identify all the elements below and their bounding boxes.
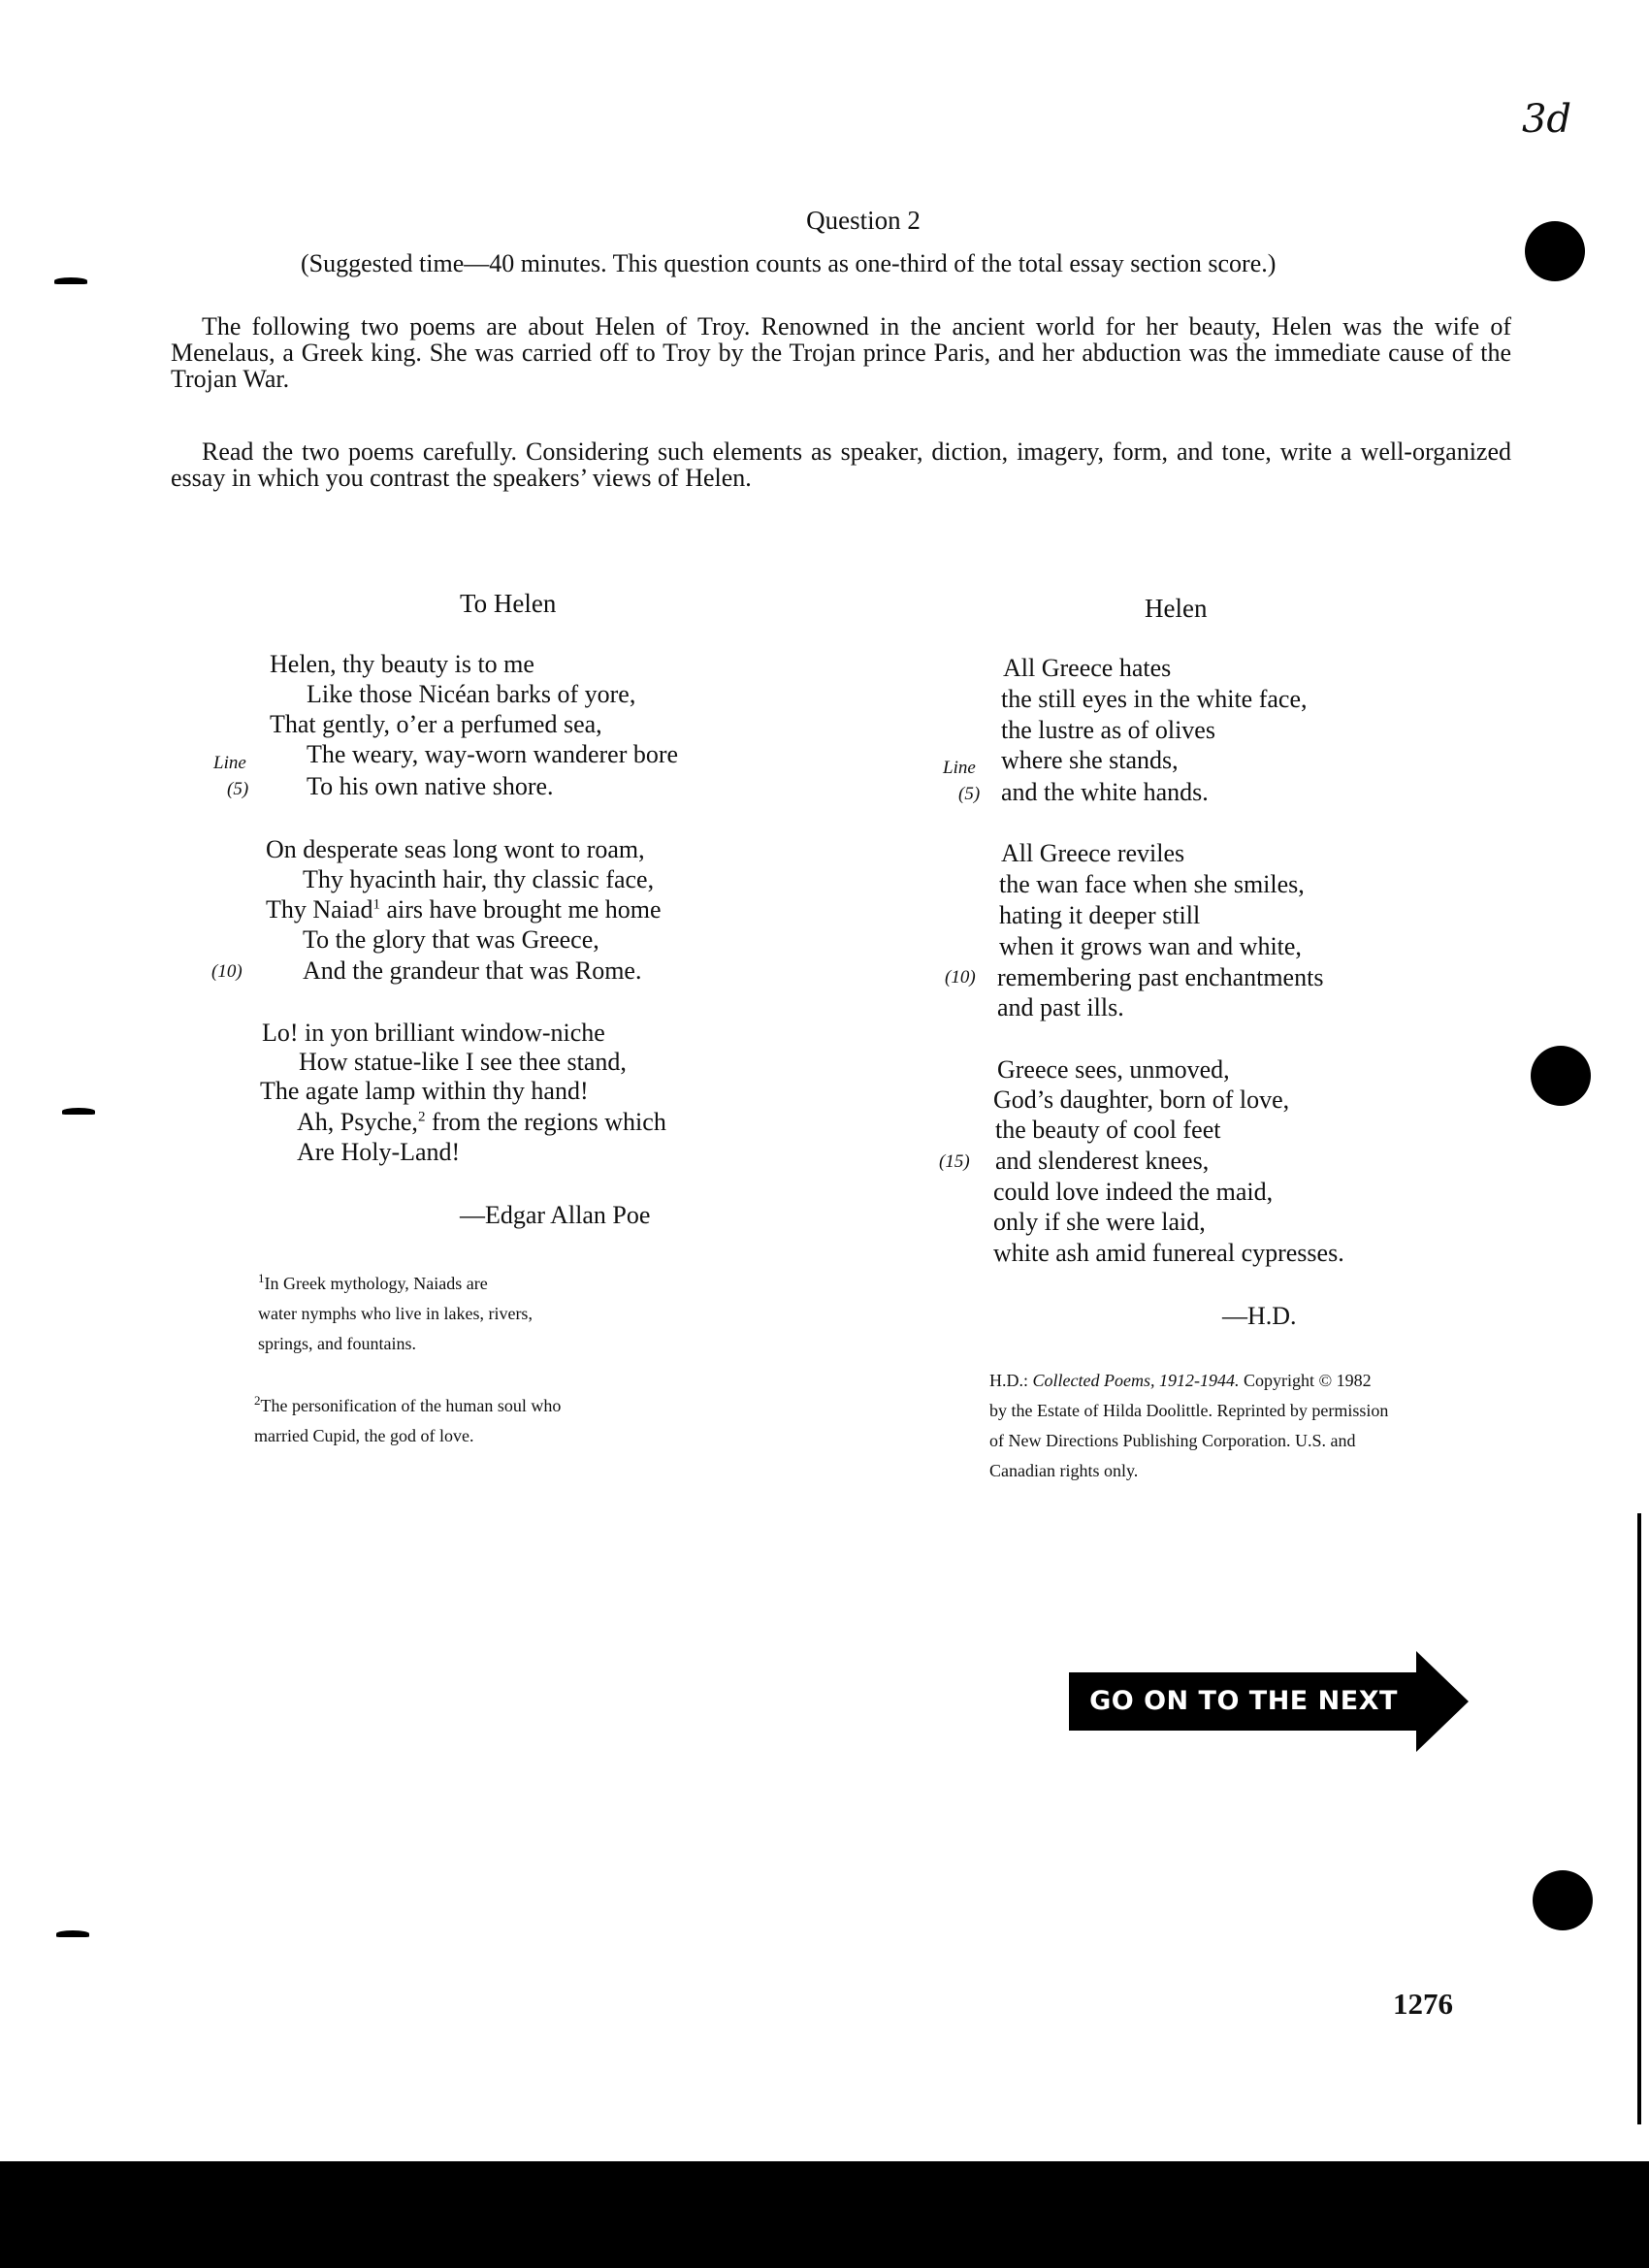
poem-line: The agate lamp within thy hand! bbox=[260, 1077, 589, 1105]
line-label: Line bbox=[943, 758, 976, 778]
question-title: Question 2 bbox=[806, 206, 921, 235]
handwritten-page-mark: 3d bbox=[1521, 97, 1571, 142]
poem-title-to-helen: To Helen bbox=[460, 589, 557, 618]
footnote-ref-2: 2 bbox=[417, 1109, 426, 1125]
poem-line: and the white hands. bbox=[1001, 778, 1209, 806]
margin-mark-middle bbox=[62, 1108, 95, 1115]
poem-line: the beauty of cool feet bbox=[995, 1116, 1221, 1144]
line-number-5: (5) bbox=[227, 779, 249, 799]
poem-line: white ash amid funereal cypresses. bbox=[993, 1239, 1344, 1267]
poem-line: The weary, way-worn wanderer bore bbox=[307, 740, 679, 768]
line-number-15: (15) bbox=[939, 1151, 970, 1172]
poem-line: Helen, thy beauty is to me bbox=[270, 650, 534, 678]
poem-line: God’s daughter, born of love, bbox=[993, 1085, 1290, 1114]
footnote-ref-1: 1 bbox=[372, 896, 380, 913]
suggested-time-note: (Suggested time—40 minutes. This question counts as one-third of the total essay section score.) bbox=[301, 249, 1277, 277]
poem-line: where she stands, bbox=[1001, 746, 1179, 774]
arrow-right-icon bbox=[1416, 1651, 1469, 1752]
line-label: Line bbox=[213, 753, 246, 773]
poem-line: Thy Naiad$^1$ airs have brought me home bbox=[266, 895, 662, 923]
poem-line: On desperate seas long wont to roam, bbox=[266, 835, 645, 863]
poem-line: when it grows wan and white, bbox=[999, 932, 1302, 960]
poem-author-poe: —Edgar Allan Poe bbox=[460, 1201, 651, 1229]
go-to-next-page-button[interactable] bbox=[1069, 1651, 1472, 1774]
next-page-label: GO ON TO THE NEXT PAGE bbox=[1069, 1672, 1418, 1731]
poem-line: only if she were laid, bbox=[993, 1208, 1206, 1236]
punch-hole-middle bbox=[1531, 1046, 1591, 1106]
poem-line: hating it deeper still bbox=[999, 901, 1201, 929]
poem-line: Ah, Psyche,$^2$ from the regions which bbox=[297, 1108, 666, 1136]
footnote-mark-1: 1 bbox=[258, 1271, 265, 1285]
poem-line: To his own native shore. bbox=[307, 772, 554, 800]
poem-line: Lo! in yon brilliant window-niche bbox=[262, 1019, 605, 1047]
instruction-paragraph: Read the two poems carefully. Considering such elements as speaker, diction, imagery, form, and tone, write a well-organized essay in which you contrast the speakers’ views of Helen. bbox=[171, 437, 1511, 492]
poem-line: and slenderest knees, bbox=[995, 1147, 1210, 1175]
margin-mark-top bbox=[54, 277, 87, 284]
poem-line: the lustre as of olives bbox=[1001, 716, 1215, 744]
poem-line: How statue-like I see thee stand, bbox=[299, 1048, 627, 1076]
scan-bottom-band bbox=[0, 2161, 1649, 2268]
footnote-1: $^1$In Greek mythology, Naiads are water nymphs who live in lakes, rivers, springs, and fountains. bbox=[258, 1271, 533, 1353]
intro-paragraph: The following two poems are about Helen of Troy. Renowned in the ancient world for her beauty, Helen was the wife of Menelaus, a Greek king. She was carried off to Troy by the Trojan prince Paris, and her abduction was the immediate cause of the Trojan War. bbox=[171, 312, 1511, 393]
poem-author-hd: —H.D. bbox=[1222, 1302, 1297, 1330]
poem-line: To the glory that was Greece, bbox=[303, 925, 599, 954]
poem-line: Like those Nicéan barks of yore, bbox=[307, 680, 636, 708]
copyright-credit: H.D.: Collected Poems, 1912-1944. Copyright © 1982 by the Estate of Hilda Doolittle. Reprinted by permission of New Directions Publishing Corporation. U.S. and Canadian rights only. bbox=[989, 1371, 1389, 1480]
poem-line: All Greece reviles bbox=[1001, 839, 1185, 867]
footnote-mark-2: 2 bbox=[254, 1393, 261, 1408]
poem-line: the wan face when she smiles, bbox=[999, 870, 1305, 898]
poem-line: remembering past enchantments bbox=[997, 963, 1324, 991]
punch-hole-bottom bbox=[1533, 1870, 1593, 1930]
scan-edge-line bbox=[1637, 1513, 1641, 2124]
line-number-5: (5) bbox=[958, 784, 981, 804]
poem-line: the still eyes in the white face, bbox=[1001, 685, 1308, 713]
line-number-10: (10) bbox=[211, 961, 242, 982]
poem-line: Are Holy-Land! bbox=[297, 1138, 461, 1166]
poem-title-helen: Helen bbox=[1145, 594, 1208, 623]
poem-line: And the grandeur that was Rome. bbox=[303, 956, 642, 985]
margin-mark-bottom bbox=[56, 1930, 89, 1937]
footnote-2: $^2$The personification of the human soul who married Cupid, the god of love. bbox=[254, 1393, 562, 1445]
poem-line: Thy hyacinth hair, thy classic face, bbox=[303, 865, 655, 893]
poem-line: All Greece hates bbox=[1003, 654, 1172, 682]
page-number: 1276 bbox=[1393, 1987, 1453, 2021]
poem-line: could love indeed the maid, bbox=[993, 1178, 1274, 1206]
poem-line: and past ills. bbox=[997, 993, 1124, 1021]
line-number-10: (10) bbox=[945, 967, 976, 988]
poem-line: That gently, o’er a perfumed sea, bbox=[270, 710, 602, 738]
poem-line: Greece sees, unmoved, bbox=[997, 1055, 1230, 1084]
